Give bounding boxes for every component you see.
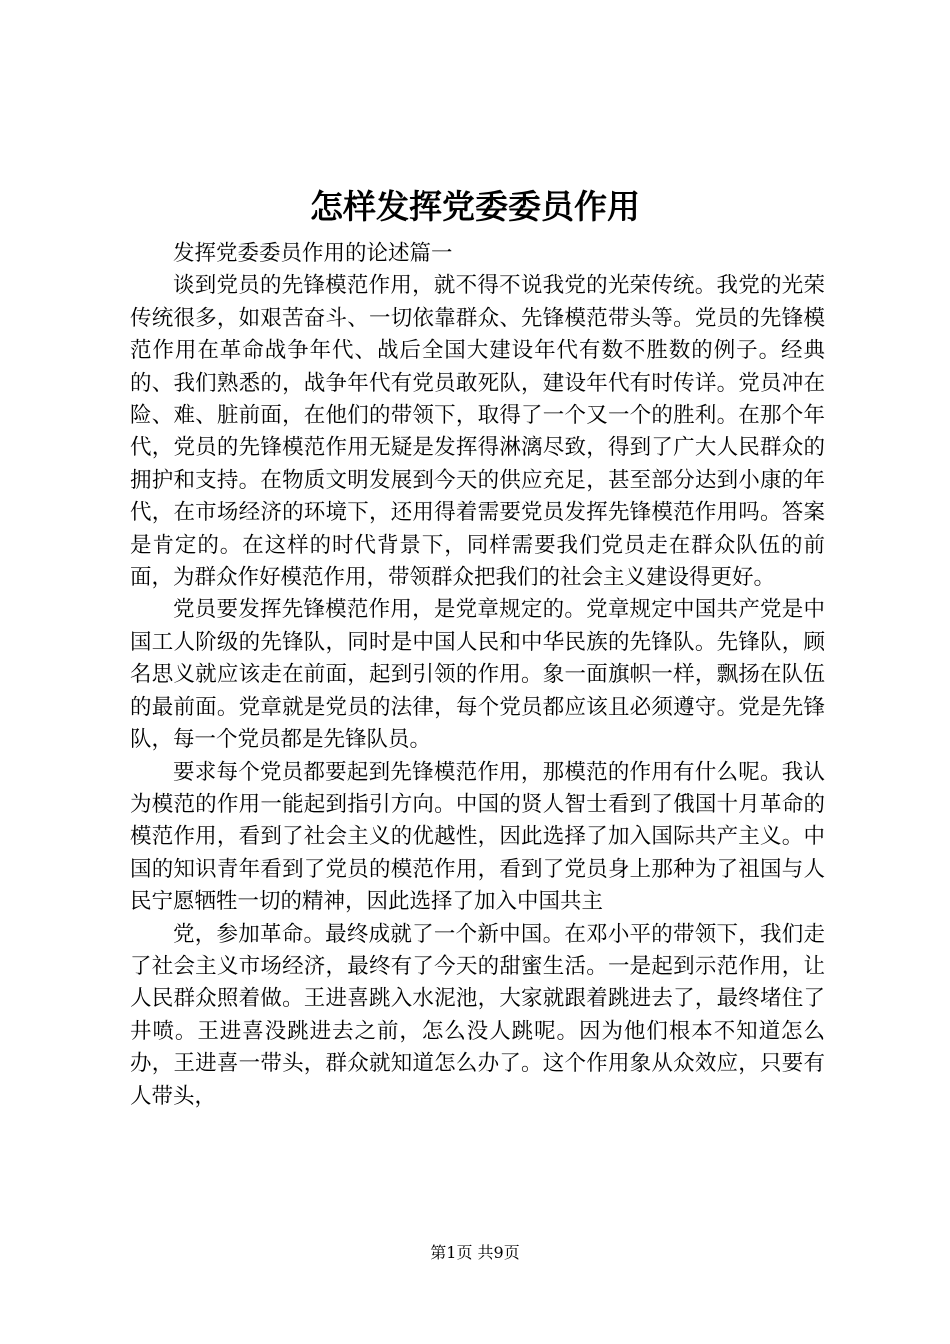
document-body bbox=[130, 238, 825, 1113]
paragraph: 要求每个党员都要起到先锋模范作用，那模范的作用有什么呢。我认为模范的作用一能起到指引方向。中国的贤人智士看到了俄国十月革命的模范作用，看到了社会主义的优越性，因此选择了加入国际共产主义。中国的知识青年看到了党员的模范作用，看到了党员身上那种为了祖国与人民宁愿牺牲一切的精神，因此选择了加入中国共主 bbox=[130, 759, 825, 915]
page-footer: 第1页 共9页 bbox=[430, 1243, 520, 1262]
paragraph: 党员要发挥先锋模范作用，是党章规定的。党章规定中国共产党是中国工人阶级的先锋队，同时是中国人民和中华民族的先锋队。先锋队，顾名思义就应该走在前面，起到引领的作用。象一面旗帜一样，飘扬在队伍的最前面。党章就是党员的法律，每个党员都应该且必须遵守。党是先锋队，每一个党员都是先锋队员。 bbox=[130, 597, 825, 753]
document-title: 怎样发挥党委委员作用 bbox=[310, 187, 640, 226]
section-heading: 发挥党委委员作用的论述篇一 bbox=[173, 241, 453, 266]
paragraph: 党，参加革命。最终成就了一个新中国。在邓小平的带领下，我们走了社会主义市场经济，最终有了今天的甜蜜生活。一是起到示范作用，让人民群众照着做。王进喜跳入水泥池，大家就跟着跳进去了，最终堵住了井喷。王进喜没跳进去之前，怎么没人跳呢。因为他们根本不知道怎么办，王进喜一带头，群众就知道怎么办了。这个作用象从众效应，只要有人带头， bbox=[130, 921, 825, 1109]
paragraph: 谈到党员的先锋模范作用，就不得不说我党的光荣传统。我党的光荣传统很多，如艰苦奋斗、一切依靠群众、先锋模范带头等。党员的先锋模范作用在革命战争年代、战后全国大建设年代有数不胜数的例子。经典的、我们熟悉的，战争年代有党员敢死队，建设年代有时传详。党员冲在险、难、脏前面，在他们的带领下，取得了一个又一个的胜利。在那个年代，党员的先锋模范作用无疑是发挥得淋漓尽致，得到了广大人民群众的拥护和支持。在物质文明发展到今天的供应充足，甚至部分达到小康的年代，在市场经济的环境下，还用得着需要党员发挥先锋模范作用吗。答案是肯定的。在这样的时代背景下，同样需要我们党员走在群众队伍的前面，为群众作好模范作用，带领群众把我们的社会主义建设得更好。 bbox=[130, 273, 825, 591]
